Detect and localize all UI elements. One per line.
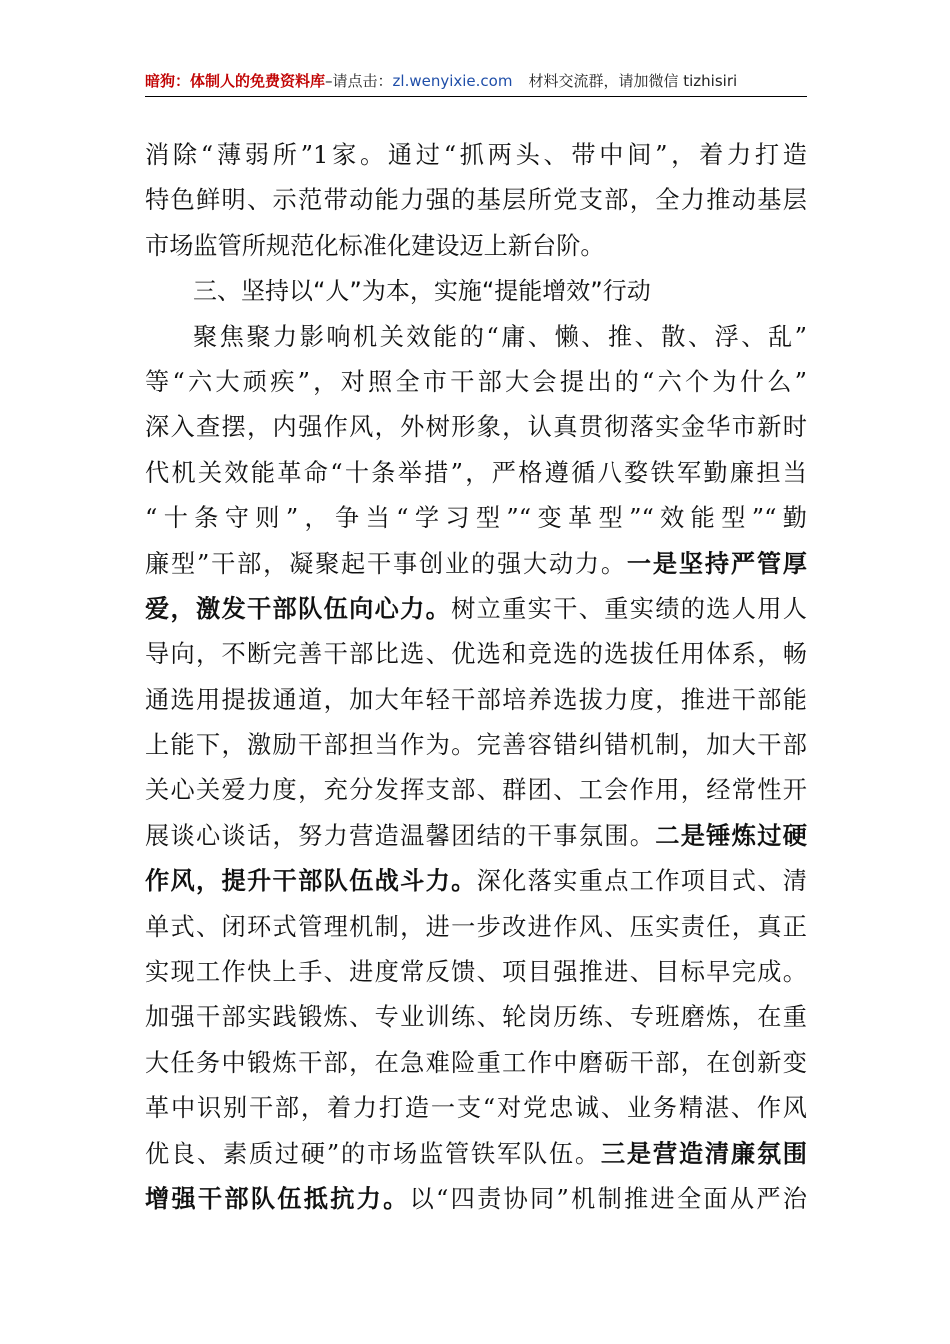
text-line: 消除“薄弱所”1家。通过“抓两头、带中间”，着力打造 — [145, 141, 807, 169]
bold-phrase: 一是坚持严管厚 — [626, 549, 807, 578]
line-text: 树立重实干、重实绩的选人用人 — [451, 594, 807, 623]
text-line — [145, 1132, 807, 1177]
text-line: “十条守则”，争当“学习型”“变革型”“效能型”“勤 — [145, 504, 807, 533]
text-line: 上能下，激励干部担当作为。完善容错纠错机制，加大干部 — [145, 731, 807, 760]
line-text: 廉型”干部，凝聚起干事创业的强大动力。 — [145, 549, 627, 578]
text-line — [145, 814, 807, 859]
text-line: 导向，不断完善干部比选、优选和竞选的选拔任用体系，畅 — [145, 640, 807, 669]
text-line: 深入查摆，内强作风，外树形象，认真贯彻落实金华市新时 — [145, 413, 807, 442]
bold-phrase: 作风，提升干部队伍战斗力。 — [145, 867, 477, 896]
text-line: 等“六大顽疾”，对照全市干部大会提出的“六个为什么” — [145, 367, 807, 396]
text-line: 关心关爱力度，充分发挥支部、群团、工会作用，经常性开 — [145, 776, 807, 805]
text-line: 市场监管所规范化标准化建设迈上新台阶。 — [145, 231, 605, 260]
header-link[interactable]: zl.wenyixie.com — [392, 72, 513, 90]
page-header — [145, 66, 807, 96]
bold-phrase: 二是锤炼过硬 — [655, 821, 807, 850]
text-line: 大任务中锻炼干部，在急难险重工作中磨砺干部，在创新变 — [145, 1048, 807, 1077]
text-line: 单式、闭环式管理机制，进一步改进作风、压实责任，真正 — [145, 912, 807, 941]
section-heading: 三、坚持以“人”为本，实施“提能增效”行动 — [193, 277, 651, 306]
header-divider — [145, 96, 807, 97]
line-text: 以“四责协同”机制推进全面从严治 — [409, 1184, 807, 1213]
document-body — [145, 133, 807, 1222]
header-brand: 暗狗：体制人的免费资料库 — [145, 72, 326, 90]
text-line: 实现工作快上手、进度常反馈、项目强推进、目标早完成。 — [145, 958, 807, 987]
text-line: 革中识别干部，着力打造一支“对党忠诚、业务精湛、作风 — [145, 1094, 807, 1123]
line-text: 优良、素质过硬”的市场监管铁军队伍。 — [145, 1139, 601, 1168]
text-line: 代机关效能革命“十条举措”，严格遵循八婺铁军勤廉担当 — [145, 458, 807, 487]
text-line: 特色鲜明、示范带动能力强的基层所党支部，全力推动基层 — [145, 186, 807, 215]
bold-phrase: 三是营造清廉氛围 — [600, 1139, 807, 1168]
line-text: 展谈心谈话，努力营造温馨团结的干事氛围。 — [145, 821, 656, 850]
line-text: 深化落实重点工作项目式、清 — [476, 867, 807, 896]
text-line: 加强干部实践锻炼、专业训练、轮岗历练、专班磨炼，在重 — [145, 1003, 807, 1032]
text-line: 聚焦聚力影响机关效能的“庸、懒、推、散、浮、乱” — [193, 322, 807, 351]
text-line — [145, 1177, 807, 1222]
bold-phrase: 爱，激发干部队伍向心力。 — [145, 594, 452, 623]
text-line — [145, 542, 807, 587]
text-line — [145, 859, 807, 904]
bold-phrase: 增强干部队伍抵抗力。 — [145, 1184, 410, 1213]
text-line: 通选用提拔通道，加大年轻干部培养选拔力度，推进干部能 — [145, 685, 807, 714]
header-contact: 材料交流群，请加微信 tizhisiri — [528, 72, 738, 90]
text-line — [145, 587, 807, 632]
header-prompt: –请点击： — [325, 72, 393, 90]
